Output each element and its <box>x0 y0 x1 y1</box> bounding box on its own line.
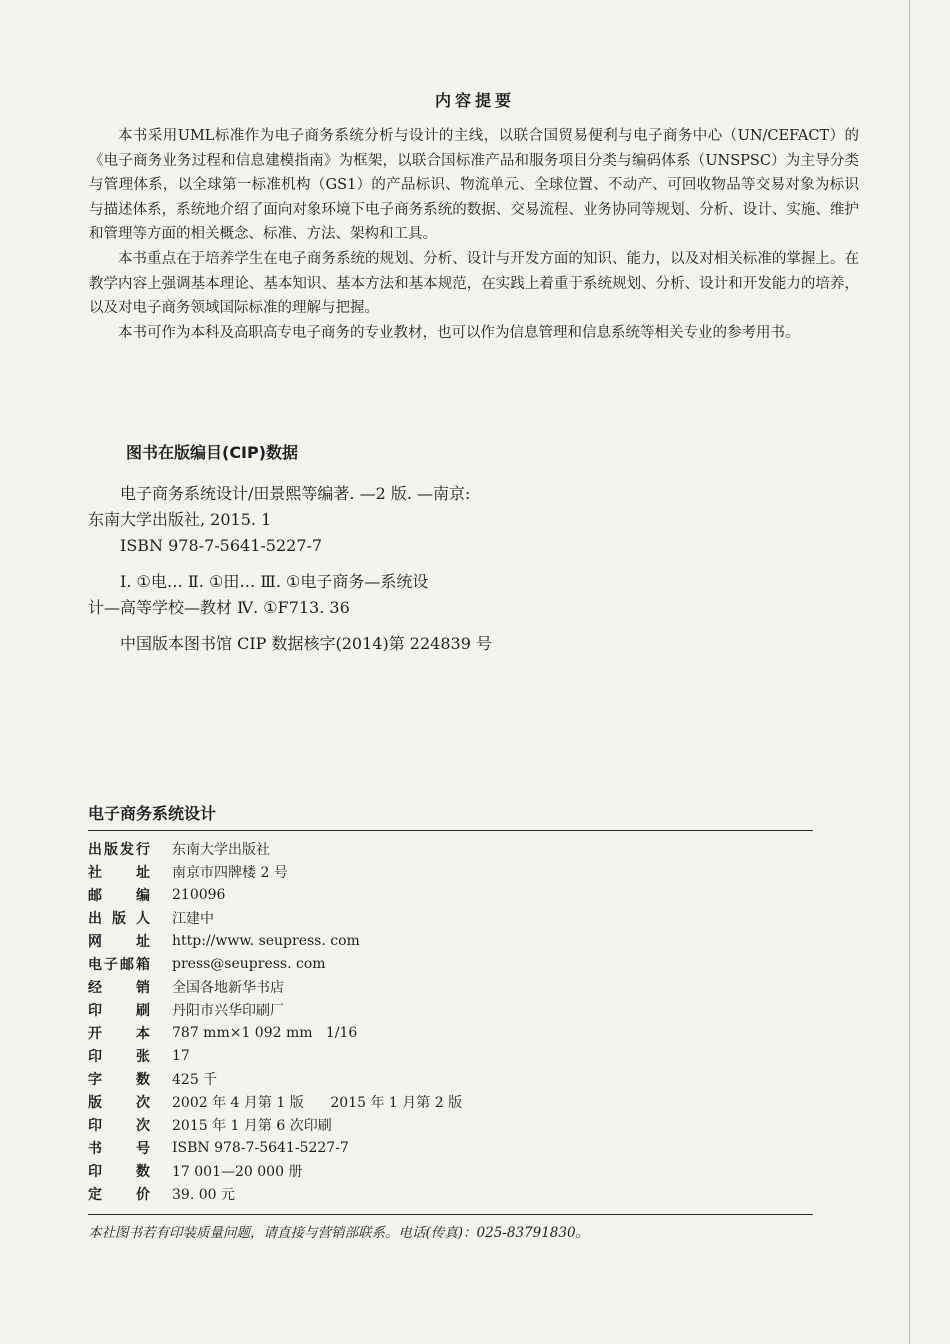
imprint-label: 定价 <box>88 1186 150 1203</box>
imprint-label: 网址 <box>88 933 150 950</box>
imprint-row <box>88 1044 813 1067</box>
imprint-row <box>88 883 813 906</box>
imprint-value: 39. 00 元 <box>172 1186 235 1203</box>
abstract-paragraph: 本书采用UML标准作为电子商务系统分析与设计的主线，以联合国贸易便利与电子商务中心（UN/CEFACT）的《电子商务业务过程和信息建模指南》为框架，以联合国标准产品和服务项目分类与编码体系（UNSPSC）为主导分类与管理体系，以全球第一标准机构（GS1）的产品标识、物流单元、全球位置、不动产、可回收物品等交易对象为标识与描述体系，系统地介绍了面向对象环境下电子商务系统的数据、交易流程、业务协同等规划、分析、设计、实施、维护和管理等方面的相关概念、标准、方法、架构和工具。 <box>89 128 859 243</box>
imprint-row <box>88 1113 813 1136</box>
imprint-value: 江建中 <box>172 910 214 927</box>
imprint-label: 印张 <box>88 1048 150 1065</box>
divider <box>88 1214 813 1215</box>
cip-classification-cont: 计—高等学校—教材 Ⅳ. ①F713. 36 <box>88 598 350 617</box>
imprint-label: 印刷 <box>88 1002 150 1019</box>
imprint-label: 版次 <box>88 1094 150 1111</box>
imprint-value: 787 mm×1 092 mm 1/16 <box>172 1024 358 1041</box>
imprint-value: 南京市四牌楼 2 号 <box>172 864 288 881</box>
imprint-value: press@seupress. com <box>172 955 326 972</box>
imprint-value: 全国各地新华书店 <box>172 979 284 996</box>
imprint-value: 425 千 <box>172 1071 218 1088</box>
abstract-body <box>89 124 859 345</box>
imprint-row <box>88 1090 813 1113</box>
imprint-label: 开本 <box>88 1025 150 1042</box>
imprint-label: 印次 <box>88 1117 150 1134</box>
cip-isbn: ISBN 978-7-5641-5227-7 <box>120 536 323 555</box>
imprint-value: http://www. seupress. com <box>172 932 360 949</box>
imprint-label: 邮编 <box>88 887 150 904</box>
imprint-row <box>88 952 813 975</box>
imprint-label: 社址 <box>88 864 150 881</box>
imprint-row <box>88 860 813 883</box>
imprint-row <box>88 998 813 1021</box>
imprint-row <box>88 975 813 998</box>
cip-publisher-line: 东南大学出版社, 2015. 1 <box>88 510 272 529</box>
page-edge <box>909 0 910 1344</box>
abstract-title: 内容提要 <box>434 91 515 110</box>
imprint-value: 17 <box>172 1047 190 1064</box>
imprint-label: 经销 <box>88 979 150 996</box>
imprint-row <box>88 1136 813 1159</box>
footer-note: 本社图书若有印装质量问题，请直接与营销部联系。电话(传真)：025-83791830。 <box>88 1225 590 1241</box>
imprint-row <box>88 837 813 860</box>
imprint-label: 书号 <box>88 1140 150 1157</box>
imprint-label: 出版人 <box>88 910 150 927</box>
imprint-value: 2002 年 4 月第 1 版 2015 年 1 月第 2 版 <box>172 1094 463 1111</box>
imprint-label: 出版发行 <box>88 841 150 858</box>
cip-title-line: 电子商务系统设计/田景熙等编著. —2 版. —南京: <box>120 484 471 503</box>
imprint-label: 字数 <box>88 1071 150 1088</box>
imprint-value: ISBN 978-7-5641-5227-7 <box>172 1139 349 1156</box>
imprint-label: 电子邮箱 <box>88 956 150 973</box>
imprint-table <box>88 837 813 1205</box>
imprint-row <box>88 1182 813 1205</box>
abstract-paragraph: 本书可作为本科及高职高专电子商务的专业教材，也可以作为信息管理和信息系统等相关专业的参考用书。 <box>118 324 800 341</box>
imprint-value: 东南大学出版社 <box>172 841 270 858</box>
imprint-row <box>88 1159 813 1182</box>
imprint-value: 2015 年 1 月第 6 次印刷 <box>172 1117 332 1134</box>
cip-record <box>88 481 588 667</box>
imprint-value: 17 001—20 000 册 <box>172 1163 303 1180</box>
imprint-row <box>88 1021 813 1044</box>
cip-classification: Ⅰ. ①电… Ⅱ. ①田… Ⅲ. ①电子商务—系统设 <box>120 572 429 591</box>
abstract-paragraph: 本书重点在于培养学生在电子商务系统的规划、分析、设计与开发方面的知识、能力，以及对相关标准的掌握上。在教学内容上强调基本理论、基本知识、基本方法和基本规范，在实践上着重于系统规划、分析、设计和开发能力的培养，以及对电子商务领域国际标准的理解与把握。 <box>89 250 859 317</box>
cip-heading: 图书在版编目(CIP)数据 <box>126 443 299 462</box>
cip-record-number: 中国版本图书馆 CIP 数据核字(2014)第 224839 号 <box>120 634 492 653</box>
imprint-label: 印数 <box>88 1163 150 1180</box>
imprint-value: 丹阳市兴华印刷厂 <box>172 1002 284 1019</box>
imprint-value: 210096 <box>172 886 226 903</box>
imprint-row <box>88 1067 813 1090</box>
imprint-row <box>88 929 813 952</box>
divider <box>88 830 813 831</box>
imprint-row <box>88 906 813 929</box>
book-title: 电子商务系统设计 <box>88 804 217 823</box>
